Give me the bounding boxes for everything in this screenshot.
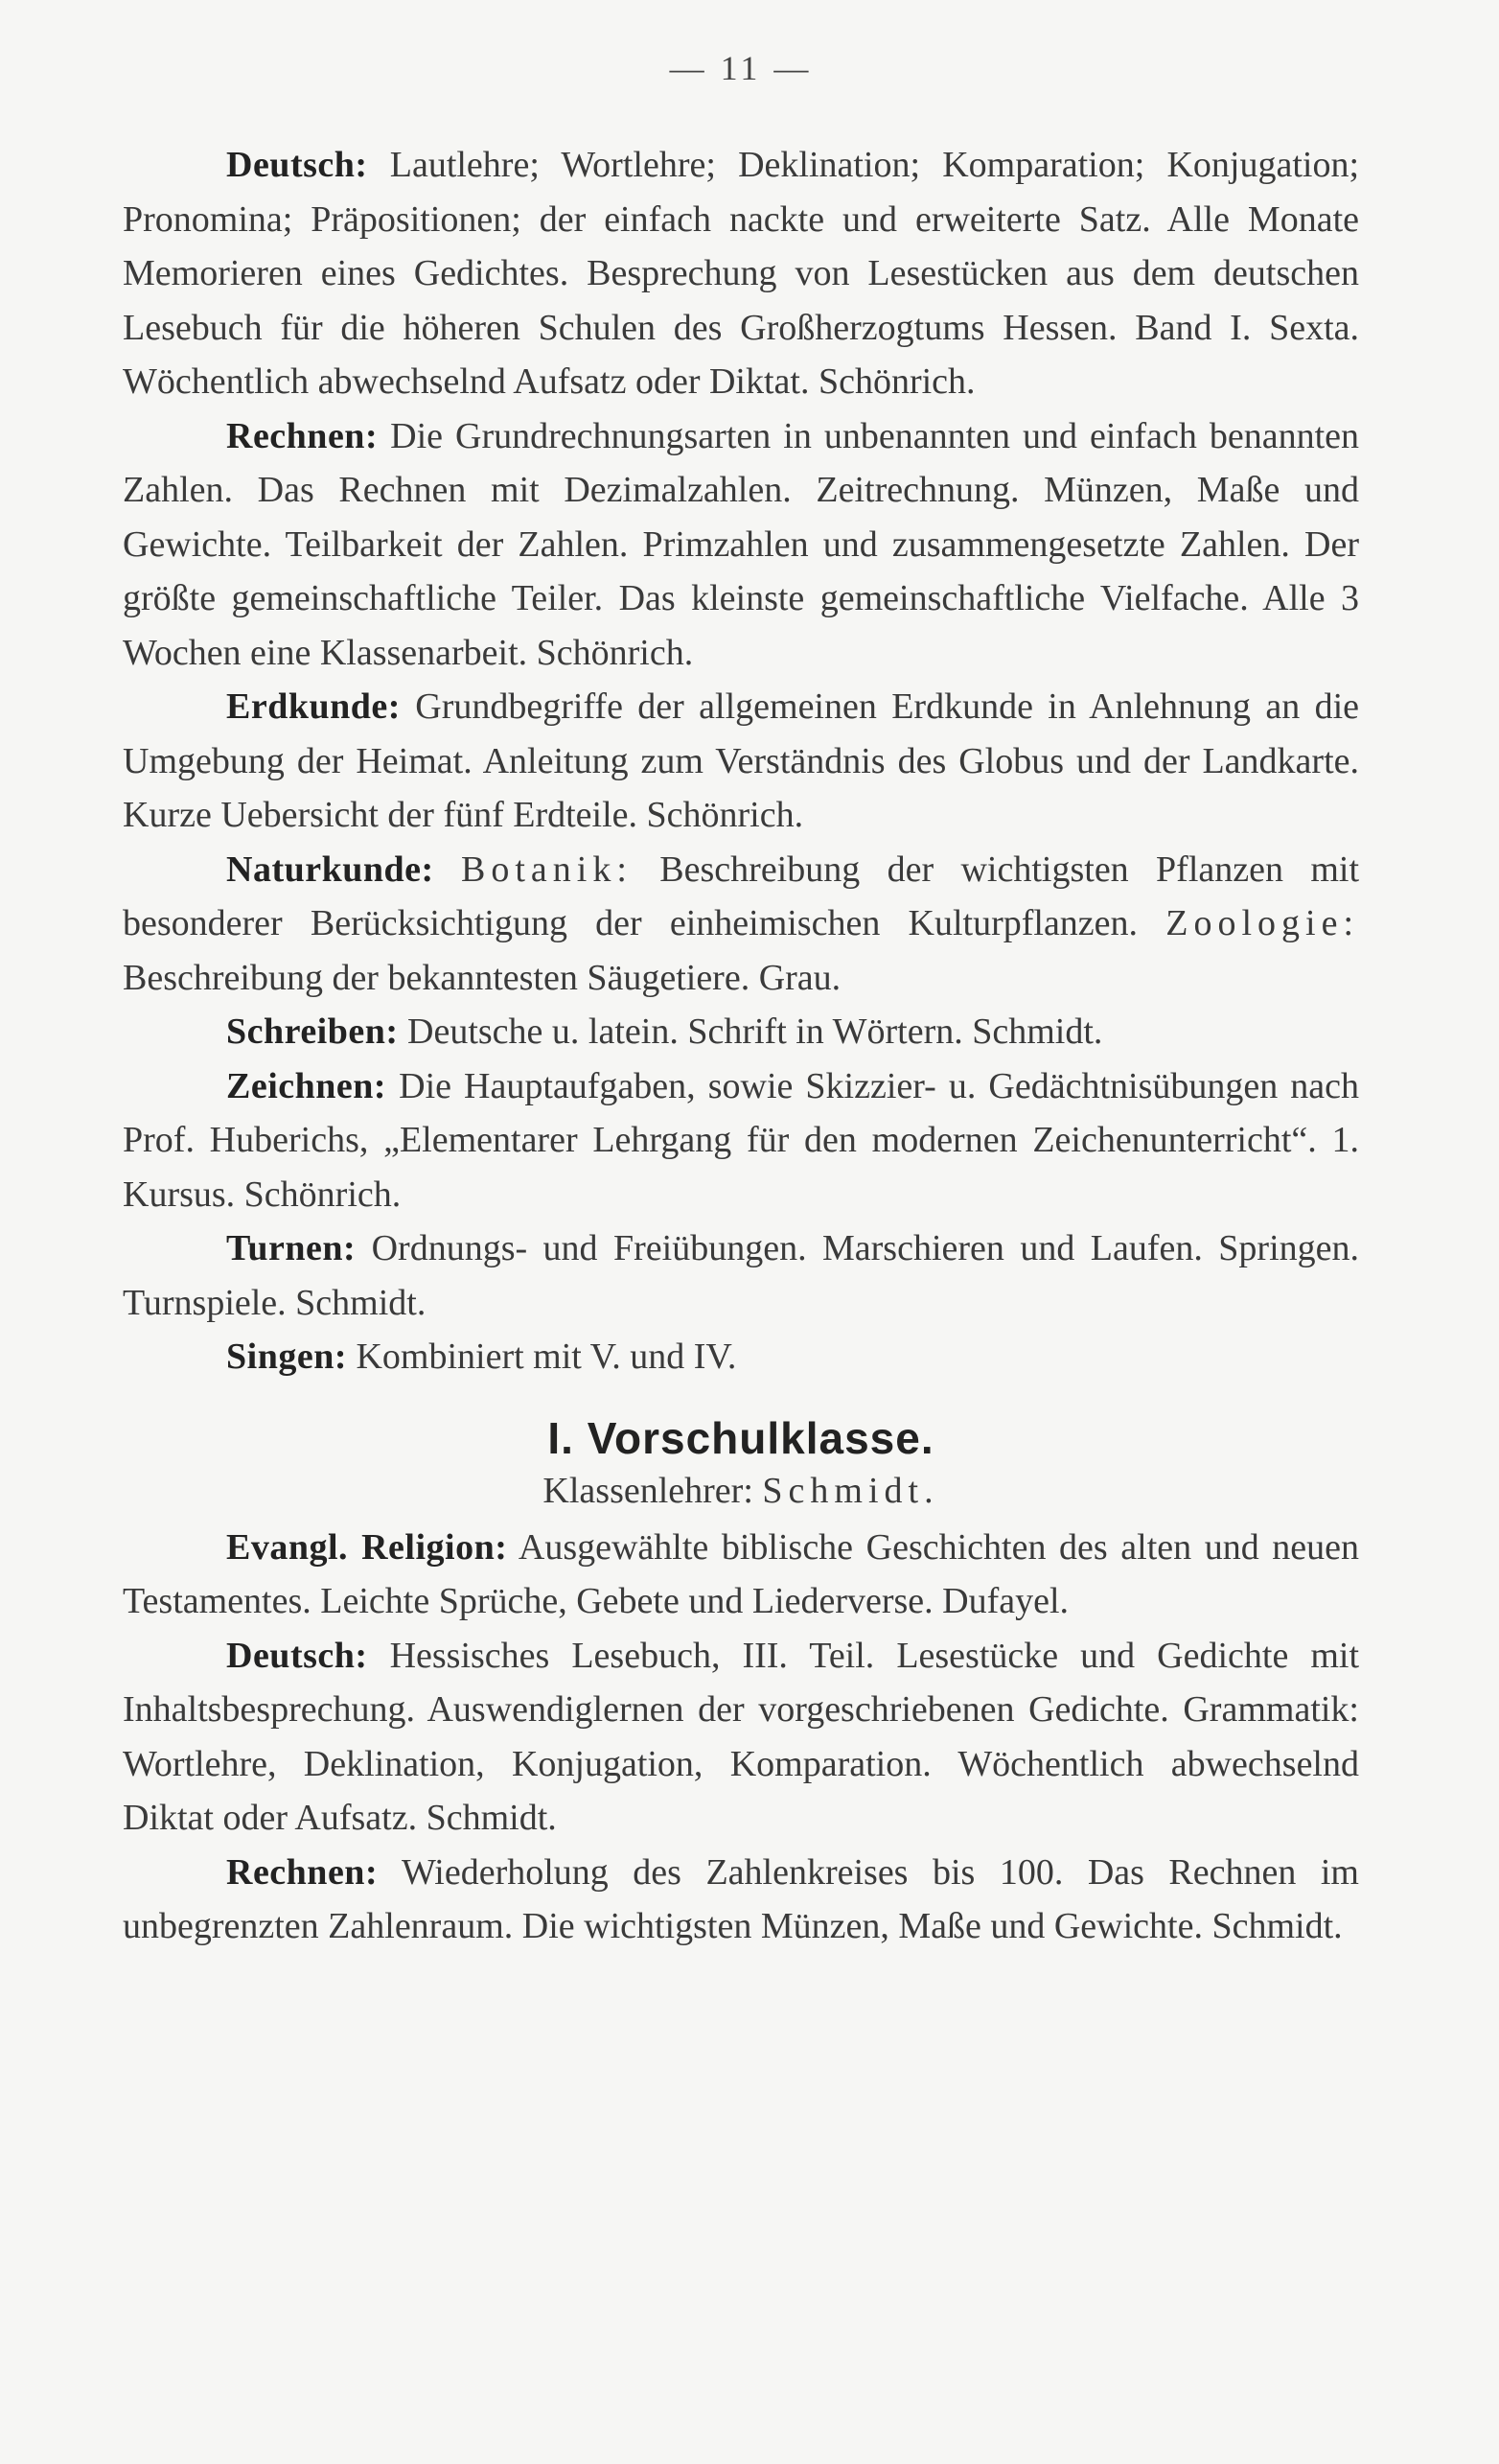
paragraph-text: Ordnungs- und Freiübungen. Marschieren und Laufen. Springen. Turnspiele. Schmidt.: [123, 1228, 1360, 1323]
page-number: — 11 —: [669, 49, 813, 87]
paragraph-zeichnen: [123, 1059, 1359, 1222]
paragraph-text: Deutsche u. latein. Schrift in Wörtern. Schmidt.: [407, 1011, 1103, 1052]
subject-label: Turnen:: [226, 1228, 357, 1268]
section-heading: I. Vorschulklasse.: [547, 1412, 934, 1463]
subject-label: Deutsch:: [226, 145, 368, 185]
paragraph-text: Wiederholung des Zahlenkreises bis 100. Das Rechnen im unbegrenzten Zahlenraum. Die wichtigsten Münzen, Maße und Gewichte. Schmidt.: [123, 1851, 1359, 1946]
paragraph-text: Lautlehre; Wortlehre; Deklination; Komparation; Konjugation; Pronomina; Präpositionen; der einfach nackte und erweiterte Satz. Alle Monate Memorieren eines Gedichtes. Besprechung von Lesestücken aus dem deutschen Lesebuch für die höheren Schulen des Großherzogtums Hessen. Band I. Sexta. Wöchentlich abwechselnd Aufsatz oder Diktat. Schönrich.: [123, 145, 1359, 402]
teacher-label: Klassenlehrer:: [542, 1470, 753, 1511]
subject-label: Naturkunde:: [226, 848, 434, 890]
class-teacher-line: [123, 1467, 1359, 1515]
paragraph-naturkunde: [123, 843, 1359, 1006]
teacher-name: Schmidt.: [762, 1470, 939, 1511]
subject-label: Rechnen:: [226, 415, 379, 456]
paragraph-erdkunde: [123, 680, 1359, 843]
paragraph-text: Die Hauptaufgaben, sowie Skizzier- u. Gedächtnisübungen nach Prof. Huberichs, „Elementarer Lehrgang für den modernen Zeichenunterricht“. 1. Kursus. Schönrich.: [123, 1065, 1360, 1215]
subject-label: Singen:: [226, 1337, 347, 1377]
paragraph-rechnen-vorschule: [123, 1846, 1359, 1954]
document-page: [123, 48, 1359, 1954]
subtopic-label: Zoologie:: [1165, 903, 1360, 943]
paragraph-rechnen: [123, 409, 1359, 681]
subject-label: Evangl. Religion:: [226, 1526, 508, 1568]
paragraph-turnen: [123, 1221, 1359, 1330]
subject-label: Deutsch:: [226, 1635, 368, 1676]
paragraph-singen: [123, 1330, 1359, 1384]
paragraph-text: Hessisches Lesebuch, III. Teil. Lesestücke und Gedichte mit Inhaltsbesprechung. Auswendiglernen der vorgeschriebenen Gedichte. Grammatik: Wortlehre, Deklination, Konjugation, Komparation. Wöchentlich abwechselnd Diktat oder Aufsatz. Schmidt.: [123, 1635, 1360, 1838]
paragraph-schreiben: [123, 1005, 1359, 1059]
paragraph-deutsch-vorschule: [123, 1629, 1359, 1846]
subtopic-label: Botanik:: [461, 848, 633, 890]
subject-label: Schreiben:: [226, 1011, 399, 1052]
paragraph-text: Beschreibung der bekanntesten Säugetiere. Grau.: [123, 957, 842, 998]
paragraph-religion: [123, 1521, 1359, 1629]
paragraph-text: Grundbegriffe der allgemeinen Erdkunde in Anlehnung an die Umgebung der Heimat. Anleitung zum Verständnis des Globus und der Landkarte. Kurze Uebersicht der fünf Erdteile. Schönrich.: [123, 686, 1359, 835]
subject-label: Rechnen:: [226, 1851, 379, 1893]
paragraph-text: Beschreibung der wichtigsten Pflanzen mit besonderer Berücksichtigung der einheimischen Kulturpflanzen.: [123, 848, 1360, 943]
subject-label: Zeichnen:: [226, 1065, 387, 1106]
paragraph-text: Ausgewählte biblische Geschichten des alten und neuen Testamentes. Leichte Sprüche, Gebete und Liederverse. Dufayel.: [123, 1526, 1360, 1621]
paragraph-text: Die Grundrechnungsarten in unbenannten und einfach benannten Zahlen. Das Rechnen mit Dezimalzahlen. Zeitrechnung. Münzen, Maße und Gewichte. Teilbarkeit der Zahlen. Primzahlen und zusammengesetzte Zahlen. Der größte gemeinschaftliche Teiler. Das kleinste gemeinschaftliche Vielfache. Alle 3 Wochen eine Klassenarbeit. Schönrich.: [123, 415, 1360, 673]
paragraph-text: Kombiniert mit V. und IV.: [356, 1337, 737, 1377]
paragraph-deutsch: [123, 138, 1359, 409]
subject-label: Erdkunde:: [226, 686, 401, 727]
